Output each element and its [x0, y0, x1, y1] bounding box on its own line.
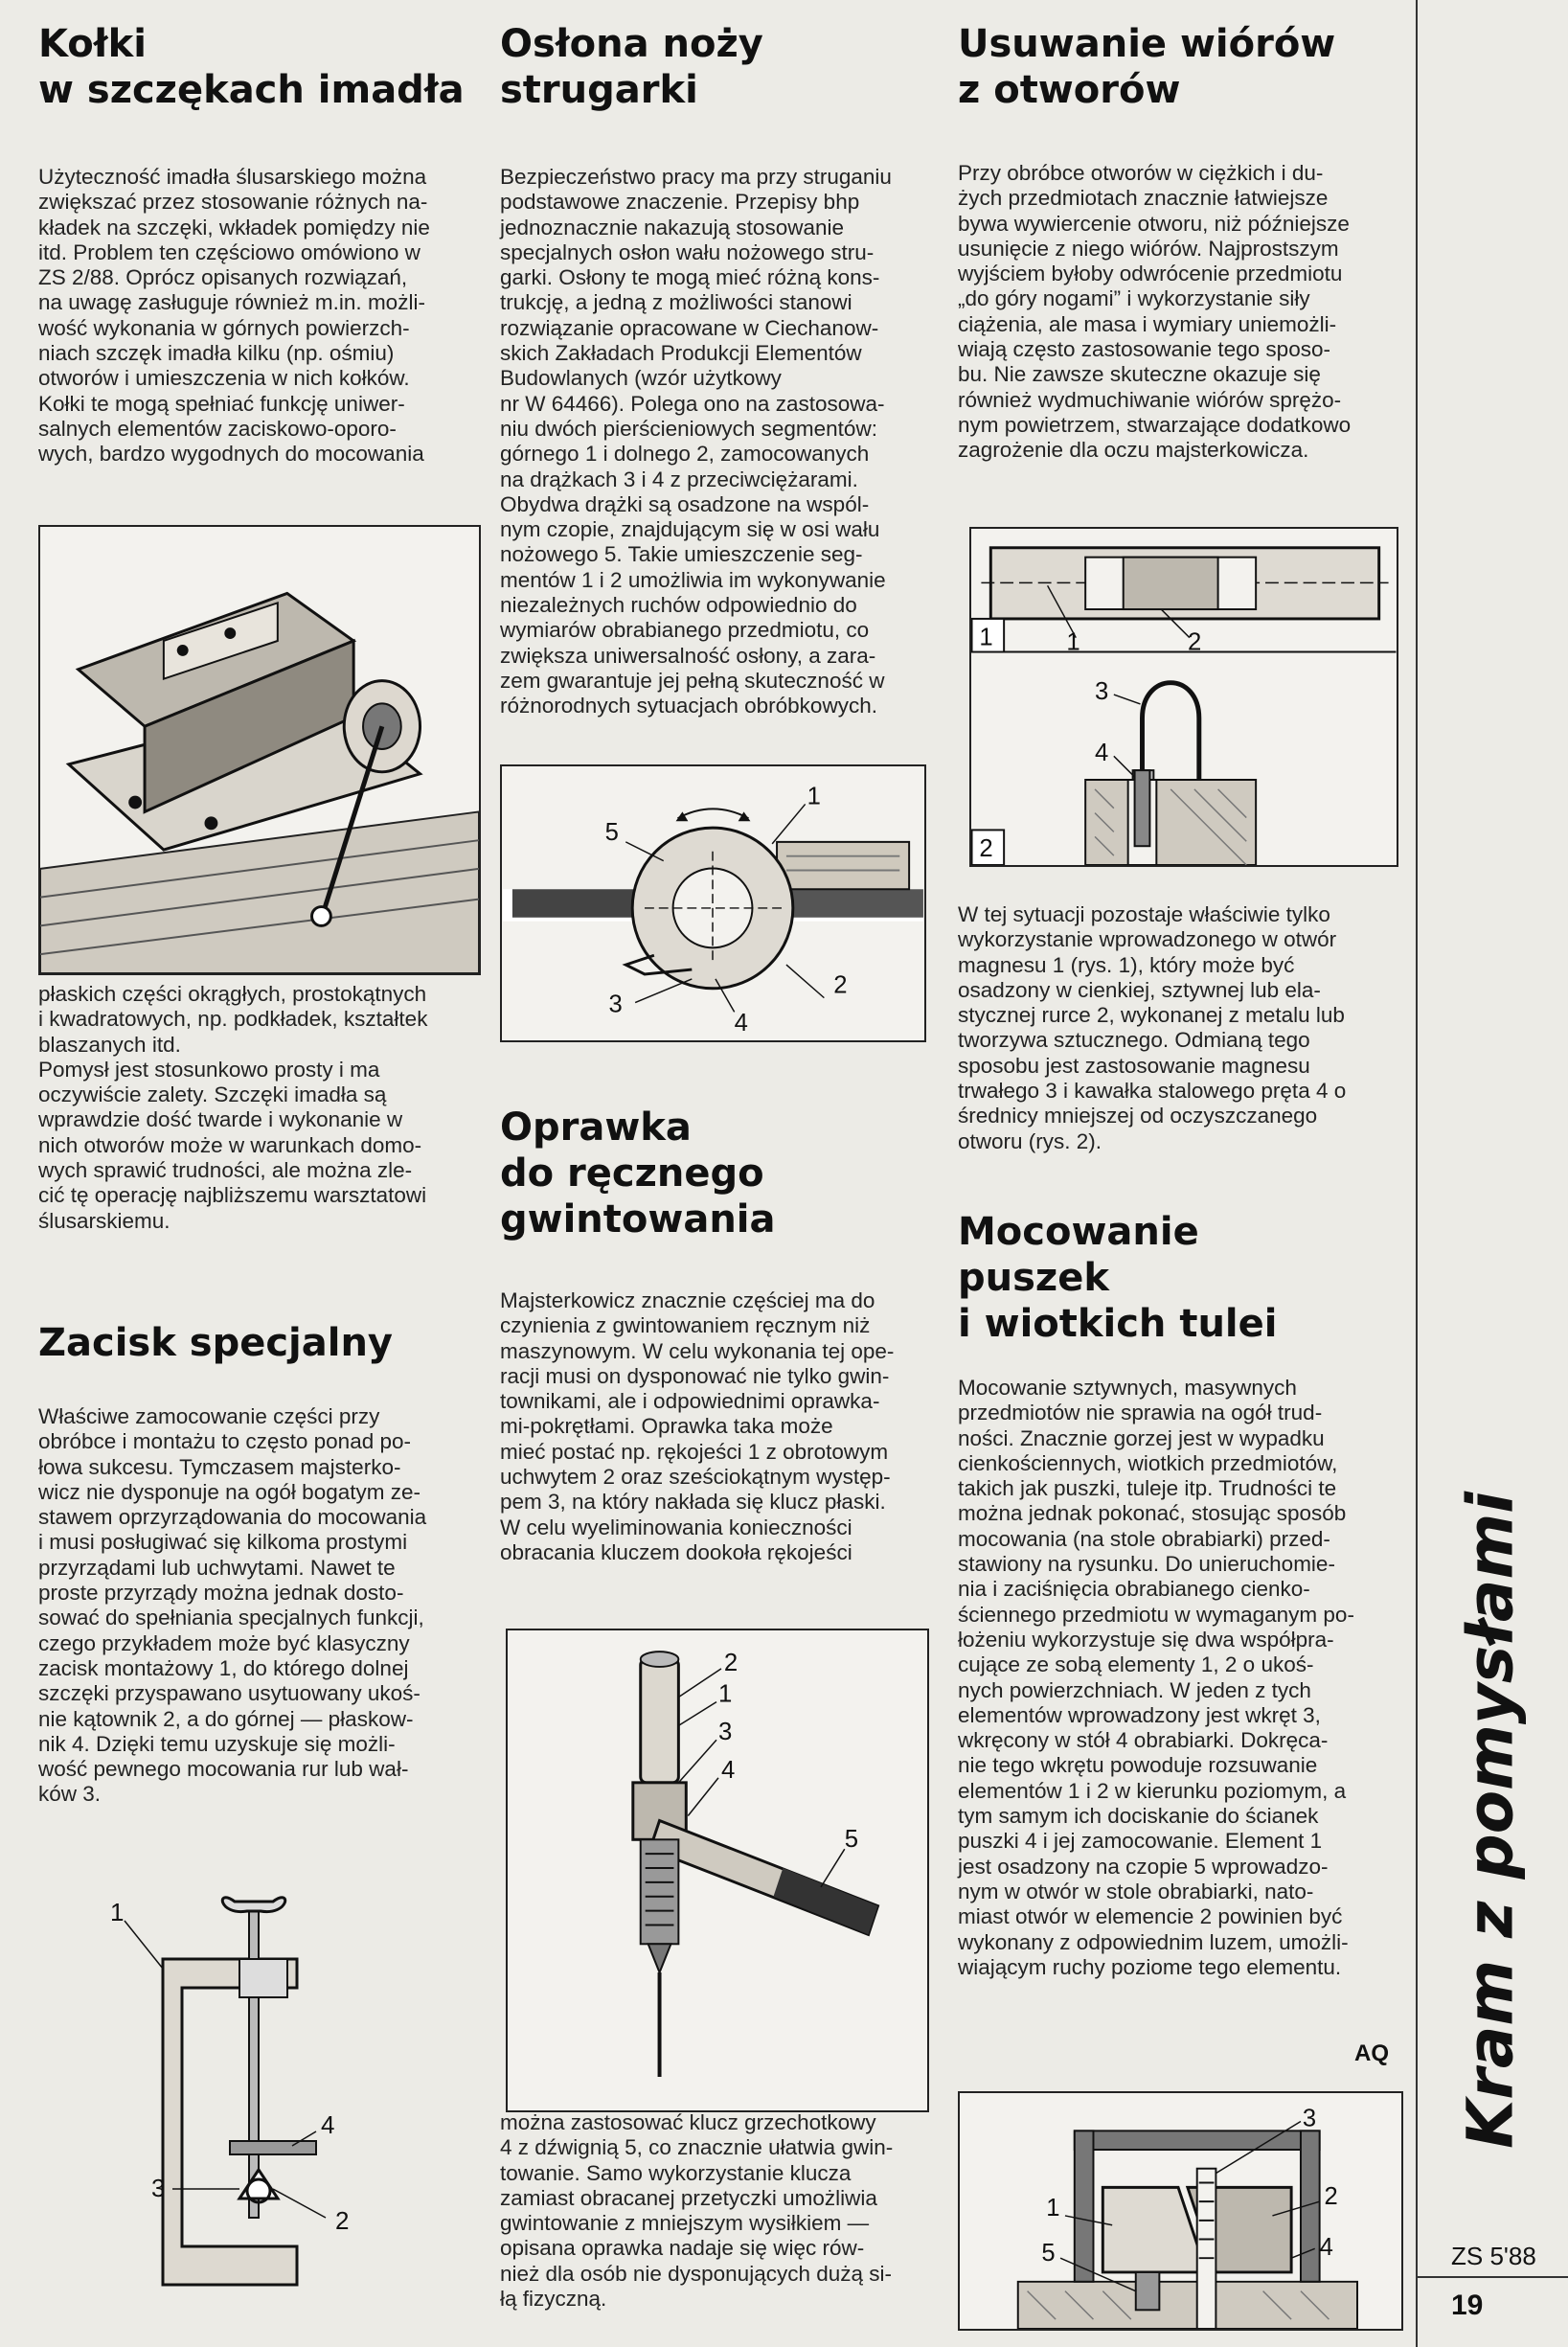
article-body: Majsterkowicz znacznie częściej ma do czynienia z gwintowaniem ręcznym niż maszynowym. W celu wykonania tej ope- racji musi on dysponować nie tylko gwin- townikami, ale i odpowiednimi oprawka- mi-pokrętłami. Oprawka taka może mieć postać np. rękojeści 1 z obrotowym uchwytem 2 oraz sześciokątnym występ- pem 3, na który nakłada się klucz płaski. W celu wyeliminowania konieczności obracania kluczem dookoła rękojeści: [500, 1288, 895, 1564]
callout-4: 4: [1095, 740, 1109, 767]
author-signature: AQ: [1354, 2040, 1389, 2066]
article-body: Mocowanie sztywnych, masywnych przedmiotów nie sprawia na ogół trud- ności. Znacznie gorzej jest w wypadku cienkościennych, wiotkich przedmiotów, takich jak puszki, tuleje itp. Trudności te można jednak pokonać, stosując sposób mocowania (na stole obrabiarki) przed- stawiony na rysunku. Do unieruchomie- nia i zaciśnięcia obrabianego cienko- ściennego przedmiotu w wymaganym po- łożeniu wykorzystuje się dwa współpra- cujące ze sobą elementy 1, 2 o ukoś- nych powierzchniach. W jeden z tych elementów wprowadzony jest wkręt 3, wkręcony w stół 4 obrabiarki. Dokręca- nie tego wkrętu powoduje rozsuwanie elementów 1 i 2 w kierunku poziomym, a tym samym ich dociskanie do ścianek puszki 4 i jej zamocowanie. Element 1 jest osadzony na czopie 5 wprowadzo- nym w otwór w stole obrabiarki, nato- miast otwór w elemencie 2 powinien być wykonany z odpowiednim luzem, umożli- wiającym ruchy poziome tego elementu.: [958, 1376, 1354, 1979]
article-title: Osłona noży strugarki: [500, 22, 763, 112]
callout-3: 3: [1302, 2105, 1317, 2132]
article-title: Mocowanie puszek i wiotkich tulei: [958, 1210, 1278, 1346]
callout-3: 3: [1095, 677, 1109, 705]
article-kolki: [38, 21, 484, 467]
callout-2: 2: [1324, 2183, 1338, 2211]
vise-drawing: [40, 527, 479, 973]
callout-1: 1: [807, 783, 821, 810]
article-kolki-continued: [38, 982, 484, 1234]
page-number: 19: [1451, 2290, 1484, 2321]
callout-2: 2: [723, 1649, 739, 1676]
callout-4: 4: [321, 2110, 335, 2139]
clamp-drawing: [105, 1882, 426, 2304]
planer-guard-drawing: [502, 766, 924, 1040]
article-zacisk: [38, 1320, 484, 1808]
article-title: Usuwanie wiórów z otworów: [958, 22, 1336, 112]
article-body: Użyteczność imadła ślusarskiego można zwiększać przez stosowanie różnych na- kładek na szczęki, wkładek pomiędzy nie itd. Problem ten częściowo omówiono w ZS 2/88. Oprócz opisanych rozwiązań, na uwagę zasługuje również m.in. możli- wość wykonania w górnych powierzch- niach szczęk imadła kilku (np. ośmiu) otworów i umieszczenia w nich kołków. Kołki te mogą spełniać funkcję uniwer- salnych elementów zaciskowo-oporo- wych, bardzo wygodnych do mocowania: [38, 165, 430, 467]
section-title-text: Kram z pomysłami: [1453, 1492, 1528, 2149]
article-oprawka: [500, 1105, 931, 1565]
article-body: Bezpieczeństwo pracy ma przy struganiu podstawowe znaczenie. Przepisy bhp jednoznacznie nakazują stosowanie specjalnych osłon wału nożowego stru- garki. Osłony te mogą mieć różną kons- trukcję, a jedną z możliwości stanowi rozwiązanie opracowane w Ciechanow- skich Zakładach Produkcji Elementów Budowlanych (wzór użytkowy nr W 64466). Polega ono na zastosowa- niu dwóch pierścieniowych segmentów: górnego 1 i dolnego 2, zamocowanych na drążkach 3 i 4 z przeciwciężarami. Obydwa drążki są osadzone na wspól- nym czopie, znajdującym się w osi wału nożowego 5. Takie umieszczenie seg- mentów 1 i 2 umożliwia im wykonywanie niezależnych ruchów odpowiednio do wymiarów obrabianego przedmiotu, co zwiększa uniwersalność osłony, a zara- zem gwarantuje jej pełną skuteczność w różnorodnych sytuacjach obróbkowych.: [500, 165, 892, 718]
callout-4: 4: [720, 1756, 736, 1784]
callout-4: 4: [1319, 2234, 1333, 2262]
tap-holder-illustration: [506, 1629, 929, 2112]
can-mounting-drawing: [960, 2093, 1401, 2329]
article-body: płaskich części okrągłych, prostokątnych i kwadratowych, np. podkładek, kształtek blaszanych itd. Pomysł jest stosunkowo prosty i ma oczywiście zalety. Szczęki imadła są wprawdzie dość twarde i wykonanie w nich otworów może w warunkach domo- wych sprawić trudności, ale można zle- cić tę operację najbliższemu warsztatowi ślusarskiemu.: [38, 982, 428, 1233]
vise-illustration: [38, 525, 481, 975]
article-usuwanie: [958, 21, 1403, 464]
issue-rule: [1418, 2276, 1568, 2278]
tap-holder-drawing: [508, 1630, 927, 2110]
panel-1-label: 1: [979, 624, 993, 651]
article-usuwanie-continued: [958, 902, 1403, 1154]
article-mocowanie: [958, 1209, 1403, 1980]
callout-2: 2: [1187, 628, 1202, 656]
callout-1: 1: [717, 1680, 733, 1708]
article-body: W tej sytuacji pozostaje właściwie tylko wykorzystanie wprowadzonego w otwór magnesu 1 (rys. 1), który może być osadzony w cienkiej, sztywnej lub ela- stycznej rurce 2, wykonanej z metalu lub tworzywa sztucznego. Odmianą tego sposobu jest zastosowanie magnesu trwałego 3 i kawałka stalowego pręta 4 o średnicy mniejszej od oczyszczanego otworu (rys. 2).: [958, 902, 1347, 1153]
article-body: Właściwe zamocowanie części przy obróbce i montażu to często ponad po- łowa sukcesu. Tymczasem majsterko- wicz nie dysponuje na ogół bogatym ze- stawem oprzyrządowania do mocowania i musi posługiwać się kilkoma prostymi przyrządami lub uchwytami. Nawet te proste przyrządy można jednak dosto- sować do spełniania specjalnych funkcji, czego przykładem może być klasyczny zacisk montażowy 1, do którego dolnej szczęki przyspawano usytuowany ukoś- nie kątownik 2, a do górnej — płaskow- nik 4. Dzięki temu uzyskuje się możli- wość pewnego mocowania rur lub wał- ków 3.: [38, 1404, 427, 1807]
callout-2: 2: [833, 971, 848, 999]
chip-removal-drawing: [971, 529, 1397, 865]
can-mounting-illustration: [958, 2091, 1403, 2331]
panel-2-label: 2: [979, 835, 993, 863]
right-margin-rule: [1416, 0, 1418, 2347]
article-body: można zastosować klucz grzechotkowy 4 z dźwignią 5, co znacznie ułatwia gwin- towanie. Samo wykorzystanie klucza zamiast obracanej przetyczki umożliwia gwintowanie z mniejszym wysiłkiem — opisana oprawka nadaje się więc rów- nież dla osób nie dysponujących dużą si- łą fizyczną.: [500, 2110, 894, 2312]
callout-5: 5: [844, 1826, 859, 1854]
callout-5: 5: [1041, 2240, 1056, 2267]
section-title: [1423, 1485, 1557, 2155]
article-oprawka-continued: [500, 2110, 931, 2312]
callout-1: 1: [1046, 2194, 1060, 2222]
article-oslona: [500, 21, 931, 719]
article-title: Zacisk specjalny: [38, 1321, 393, 1365]
issue-label: ZS 5'88: [1451, 2242, 1536, 2270]
callout-3: 3: [151, 2174, 166, 2202]
callout-3: 3: [717, 1719, 733, 1746]
article-body: Przy obróbce otworów w ciężkich i du- żych przedmiotach znacznie łatwiejsze bywa wywiercenie otworu, niż późniejsze usunięcie z niego wiórów. Najprostszym wyjściem byłoby odwrócenie przedmiotu „do góry nogami” i wykorzystanie siły ciążenia, ale masa i wymiary uniemożli- wiają często zastosowanie tego sposo- bu. Nie zawsze skuteczne okazuje się również wydmuchiwanie wiórów sprężo- nym powietrzem, stwarzające dodatkowo zagrożenie dla oczu majsterkowicza.: [958, 161, 1352, 463]
article-title: Oprawka do ręcznego gwintowania: [500, 1105, 776, 1242]
callout-4: 4: [734, 1010, 748, 1037]
planer-guard-illustration: [500, 764, 926, 1042]
callout-2: 2: [335, 2206, 350, 2235]
callout-5: 5: [604, 818, 619, 846]
clamp-illustration: [105, 1882, 426, 2304]
callout-3: 3: [608, 991, 623, 1018]
callout-1: 1: [110, 1898, 125, 1926]
callout-1: 1: [1066, 628, 1080, 656]
chip-removal-illustration: [969, 527, 1398, 867]
article-title: Kołki w szczękach imadła: [38, 22, 465, 112]
